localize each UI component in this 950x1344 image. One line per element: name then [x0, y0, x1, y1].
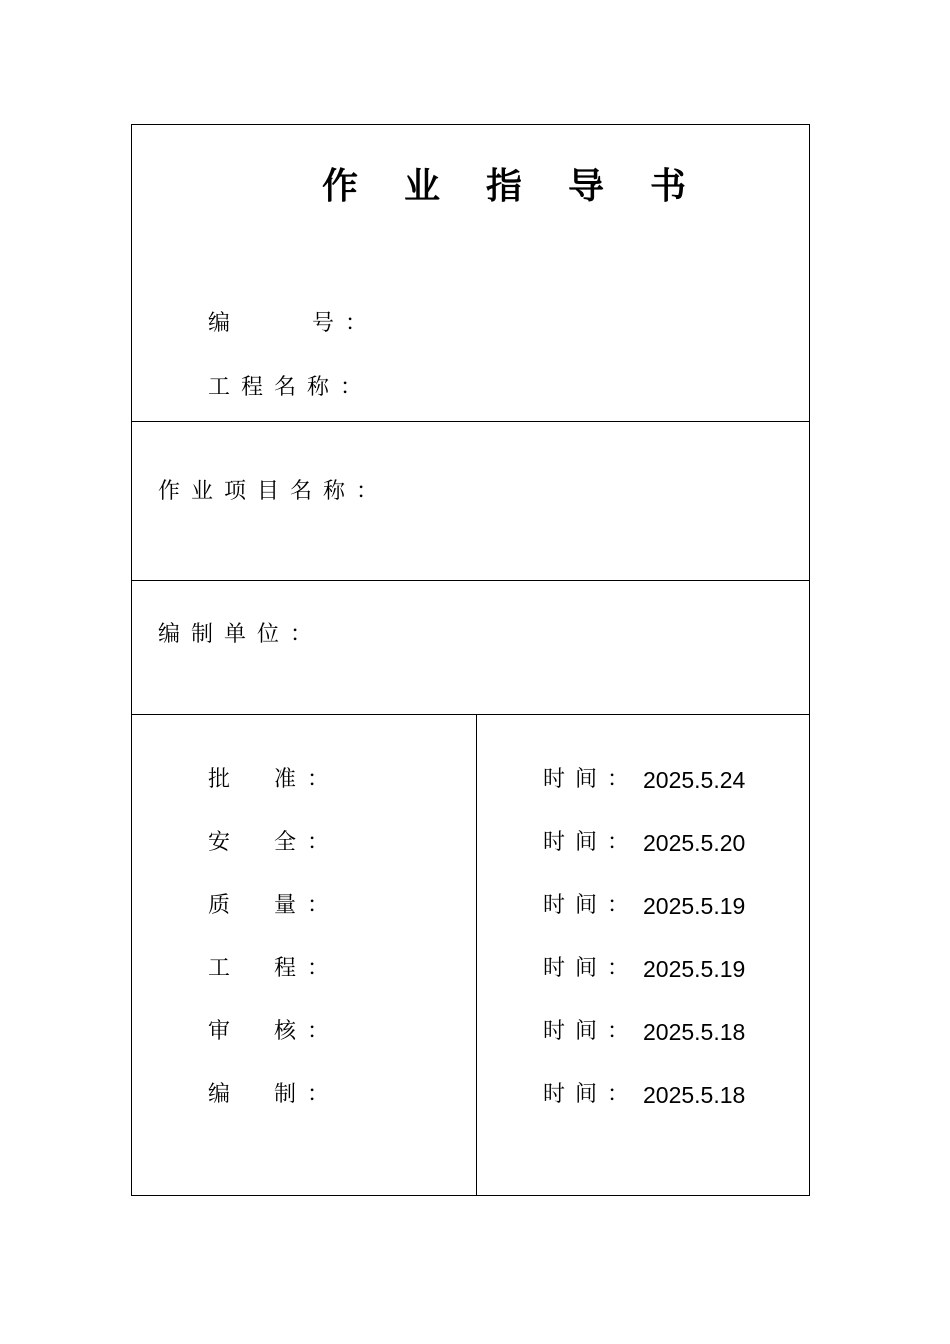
document-title: 作业指导书	[322, 165, 733, 207]
signoff-row	[132, 891, 809, 921]
cover-form	[131, 124, 810, 1196]
time-label: 时间：	[543, 893, 640, 918]
work-item-section	[132, 422, 809, 581]
time-field	[543, 765, 746, 795]
signoff-row	[132, 828, 809, 858]
time-label: 时间：	[543, 767, 640, 792]
project-name-field: 工程名称：	[208, 375, 374, 400]
role-label: 编 制：	[208, 1082, 341, 1107]
date-value: 2025.5.18	[643, 1082, 746, 1108]
signoff-row	[132, 1080, 809, 1110]
time-field	[543, 1017, 746, 1047]
role-label: 安 全：	[208, 830, 341, 855]
number-label-start: 编	[208, 311, 231, 336]
unit-section	[132, 581, 809, 715]
date-value: 2025.5.20	[643, 830, 746, 856]
time-label: 时间：	[543, 830, 640, 855]
signoff-row	[132, 765, 809, 795]
time-field	[543, 828, 746, 858]
signoff-row	[132, 1017, 809, 1047]
time-label: 时间：	[543, 956, 640, 981]
time-field	[543, 954, 746, 984]
role-label: 审 核：	[208, 1019, 341, 1044]
time-label: 时间：	[543, 1019, 640, 1044]
work-item-field: 作业项目名称：	[158, 479, 390, 504]
role-label: 质 量：	[208, 893, 341, 918]
number-field	[208, 309, 378, 339]
time-field	[543, 891, 746, 921]
signoff-row	[132, 954, 809, 984]
unit-field: 编制单位：	[158, 622, 324, 647]
role-label: 工 程：	[208, 956, 341, 981]
date-value: 2025.5.18	[643, 1019, 746, 1045]
time-field	[543, 1080, 746, 1110]
signoff-section	[132, 715, 809, 1195]
number-label-end: 号：	[312, 311, 379, 336]
time-label: 时间：	[543, 1082, 640, 1107]
date-value: 2025.5.24	[643, 767, 746, 793]
role-label: 批 准：	[208, 767, 341, 792]
date-value: 2025.5.19	[643, 893, 746, 919]
date-value: 2025.5.19	[643, 956, 746, 982]
title-section	[132, 125, 809, 422]
